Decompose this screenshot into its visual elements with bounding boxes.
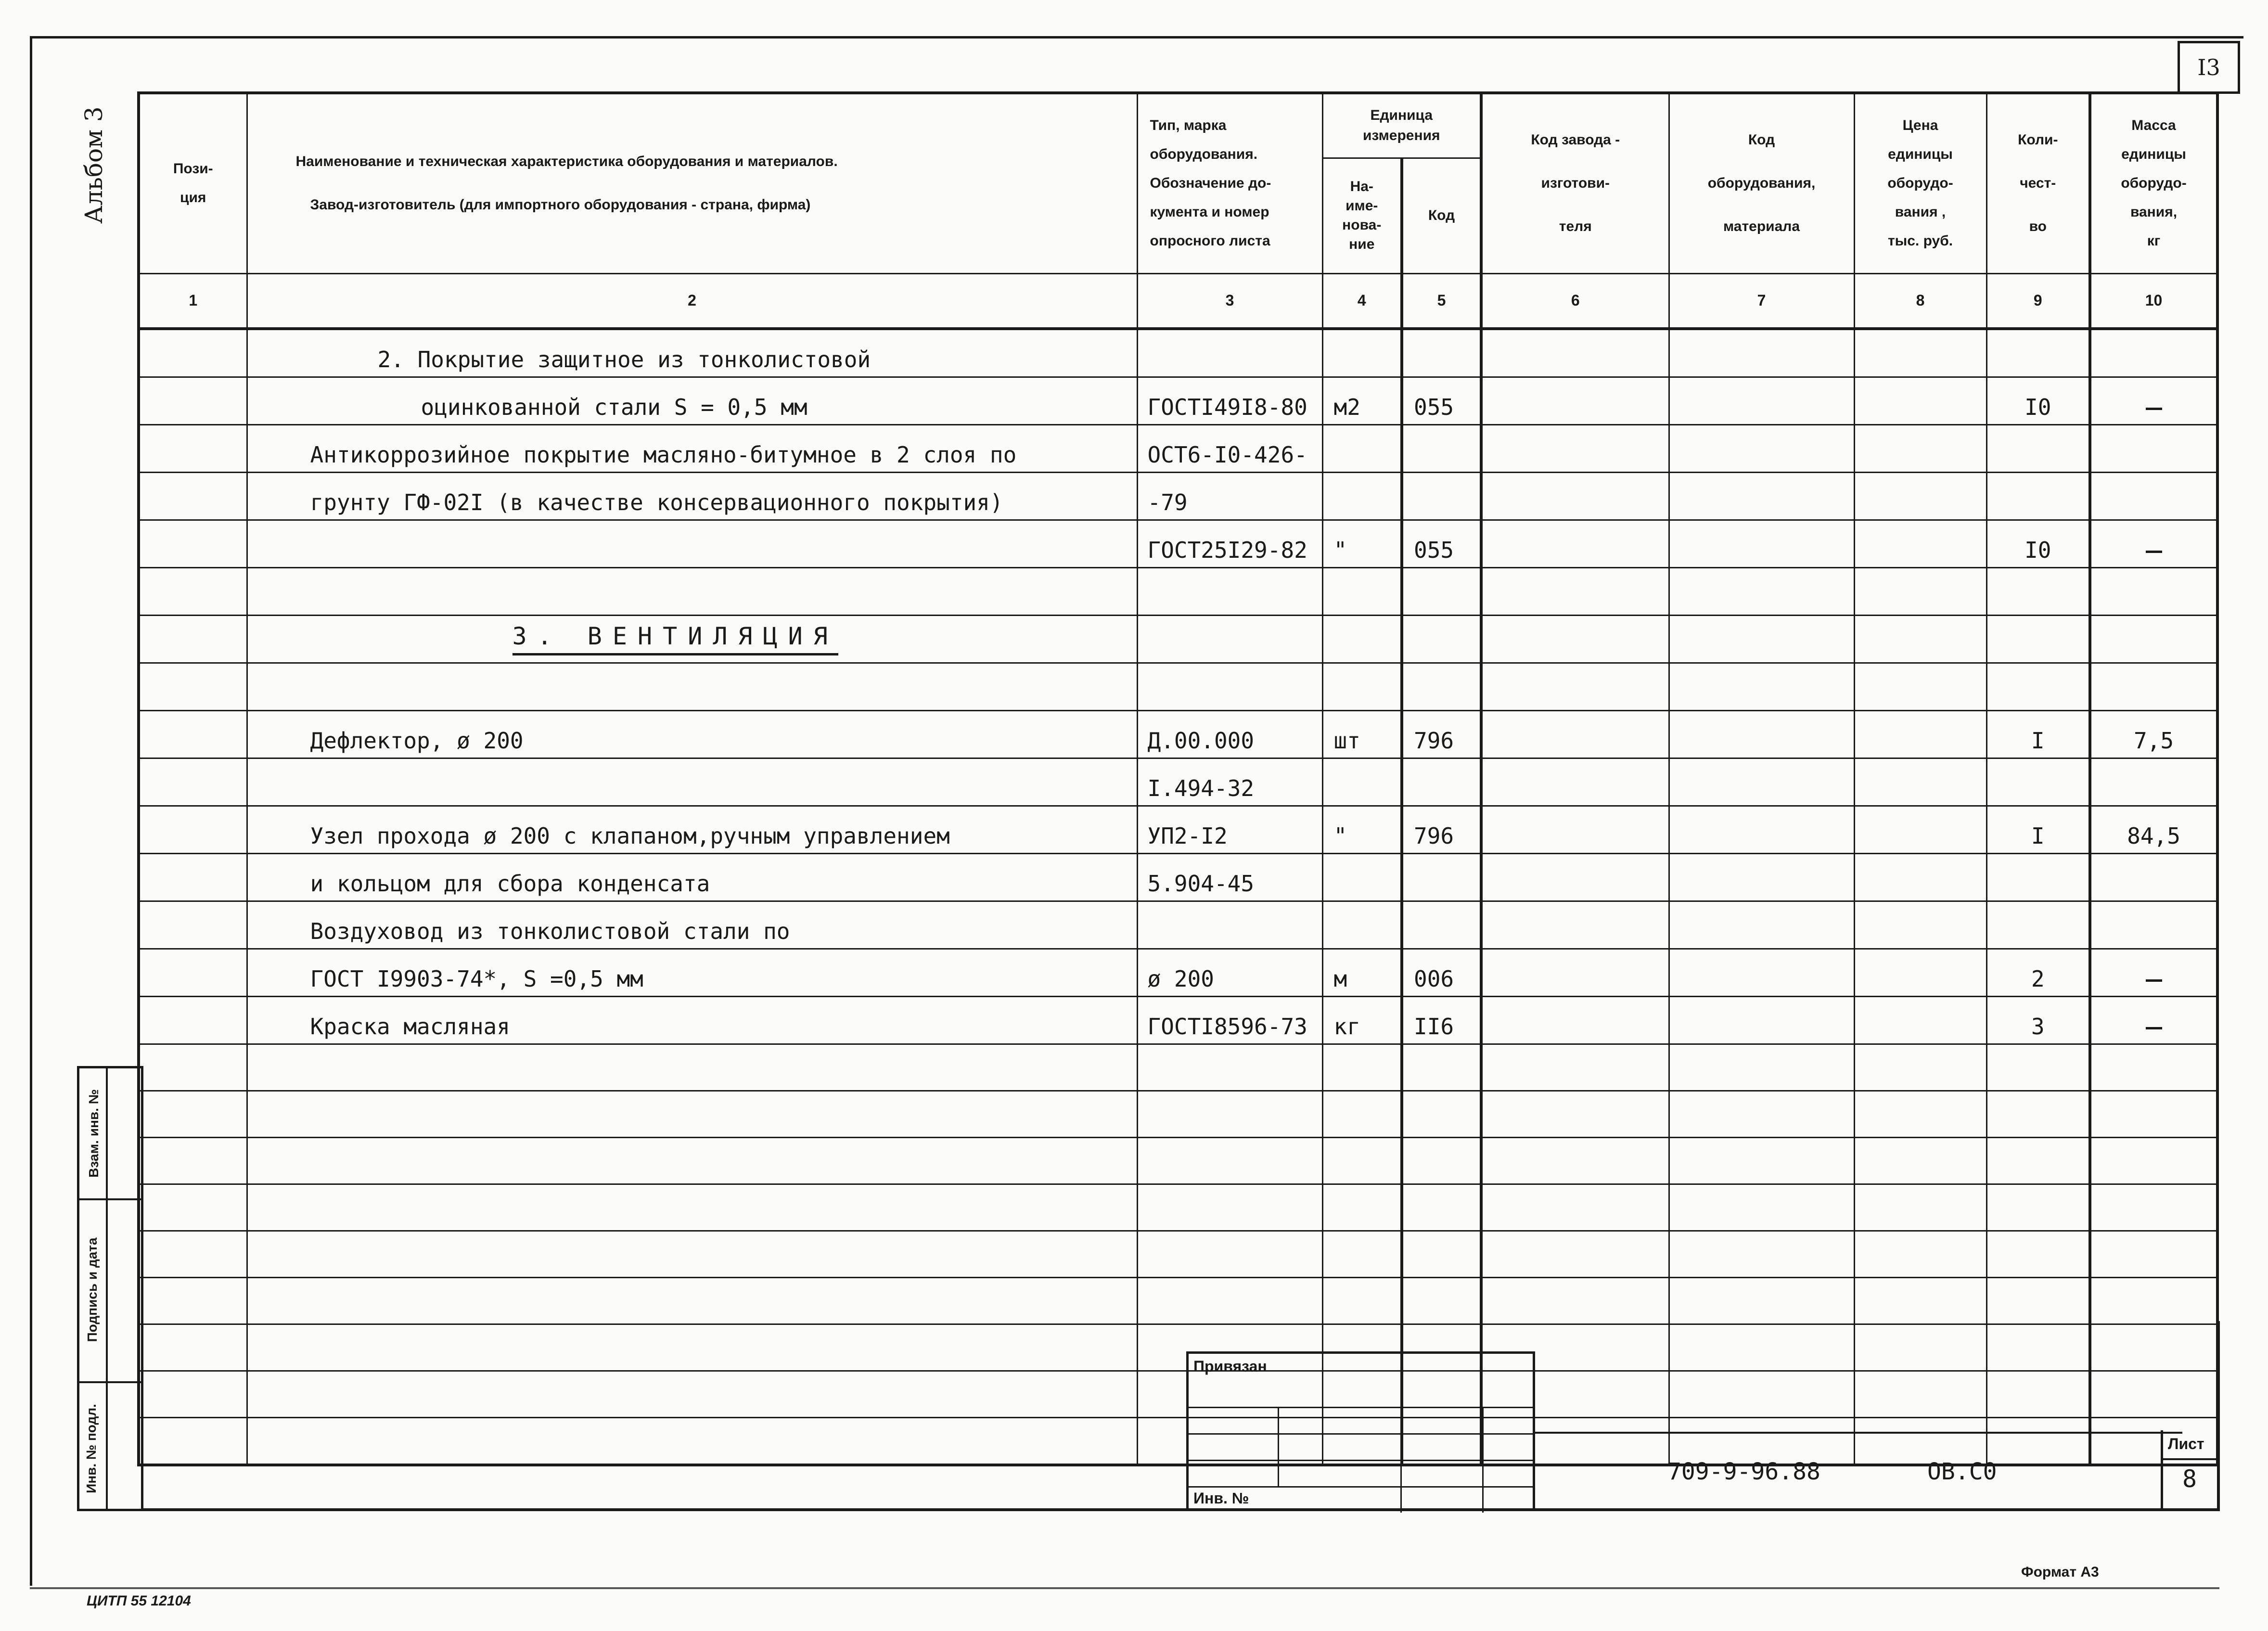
cell-position xyxy=(139,472,247,520)
cell-name xyxy=(247,663,1137,710)
dash-mark xyxy=(2146,1027,2162,1029)
cell-unit-code xyxy=(1402,1277,1481,1324)
cell-equipment-code xyxy=(1669,1137,1854,1184)
cell-mass xyxy=(2090,1137,2217,1184)
cell-price xyxy=(1854,424,1986,472)
cell-equipment-code xyxy=(1669,377,1854,424)
cell-unit-name xyxy=(1322,853,1402,901)
header-mass: Масса единицы оборудо- вания, кг xyxy=(2090,93,2217,273)
privyazan-v1 xyxy=(1278,1407,1279,1486)
cell-position xyxy=(139,520,247,567)
privyazan-h4 xyxy=(1189,1486,1533,1488)
sheet-box xyxy=(2161,1430,2220,1511)
cell-equipment-code xyxy=(1669,424,1854,472)
cell-unit-code xyxy=(1402,1091,1481,1137)
cell-equipment-code xyxy=(1669,758,1854,806)
cell-unit-name xyxy=(1322,1277,1402,1324)
cell-mass xyxy=(2090,424,2217,472)
table-row xyxy=(139,377,2217,424)
cell-quantity xyxy=(1986,329,2090,377)
spec-table xyxy=(137,91,2219,1466)
cell-unit-name xyxy=(1322,329,1402,377)
cell-unit-code xyxy=(1402,1184,1481,1231)
cell-unit-name xyxy=(1322,424,1402,472)
cell-type xyxy=(1137,1184,1322,1231)
cell-name: Краска масляная xyxy=(247,996,1137,1044)
privyazan-label: Привязан xyxy=(1193,1358,1267,1375)
cell-equipment-code xyxy=(1669,1184,1854,1231)
table-row xyxy=(139,996,2217,1044)
cell-position xyxy=(139,663,247,710)
cell-type xyxy=(1137,1044,1322,1091)
cell-unit-code xyxy=(1402,567,1481,615)
table-row xyxy=(139,901,2217,949)
cell-type xyxy=(1137,615,1322,663)
cell-type xyxy=(1137,567,1322,615)
cell-unit-name xyxy=(1322,1137,1402,1184)
cell-type xyxy=(1137,1137,1322,1184)
cell-unit-code xyxy=(1402,663,1481,710)
cell-quantity: 2 xyxy=(1986,949,2090,996)
cell-factory-code xyxy=(1481,806,1669,853)
col-num-5: 5 xyxy=(1402,273,1481,329)
side-inv-label: Инв. № подл. xyxy=(84,1404,99,1493)
cell-name: ГОСТ I9903-74*, S =0,5 мм xyxy=(247,949,1137,996)
cell-unit-name xyxy=(1322,472,1402,520)
table-row xyxy=(139,472,2217,520)
cell-quantity xyxy=(1986,663,2090,710)
album-label-wrap xyxy=(46,106,142,224)
cell-factory-code xyxy=(1481,949,1669,996)
section-code: ОВ.С0 xyxy=(1927,1458,1997,1485)
cell-unit-code: 006 xyxy=(1402,949,1481,996)
cell-unit-code xyxy=(1402,329,1481,377)
cell-factory-code xyxy=(1481,1277,1669,1324)
privyazan-h3 xyxy=(1189,1460,1533,1461)
cell-type: -79 xyxy=(1137,472,1322,520)
inv-no-label: Инв. № xyxy=(1193,1490,1249,1507)
header-price: Цена единицы оборудо- вания , тыс. руб. xyxy=(1854,93,1986,273)
cell-name: и кольцом для сбора конденсата xyxy=(247,853,1137,901)
cell-type xyxy=(1137,663,1322,710)
cell-unit-code: 055 xyxy=(1402,520,1481,567)
cell-type: ОСТ6-I0-426- xyxy=(1137,424,1322,472)
cell-unit-name xyxy=(1322,615,1402,663)
table-row-empty xyxy=(139,1044,2217,1091)
cell-price xyxy=(1854,663,1986,710)
cell-unit-name xyxy=(1322,1231,1402,1277)
cell-price xyxy=(1854,1277,1986,1324)
cell-mass xyxy=(2090,758,2217,806)
cell-factory-code xyxy=(1481,1137,1669,1184)
cell-equipment-code xyxy=(1669,567,1854,615)
footer-left-code: ЦИТП 55 12104 xyxy=(87,1593,191,1609)
header-unit-code: Код xyxy=(1402,158,1481,273)
cell-price xyxy=(1854,567,1986,615)
cell-name xyxy=(247,1091,1137,1137)
cell-quantity xyxy=(1986,472,2090,520)
cell-price xyxy=(1854,615,1986,663)
privyazan-h2 xyxy=(1189,1433,1533,1435)
cell-type: ГОСТI49I8-80 xyxy=(1137,377,1322,424)
table-row xyxy=(139,663,2217,710)
privyazan-v3 xyxy=(1482,1407,1484,1513)
cell-position xyxy=(139,758,247,806)
cell-equipment-code xyxy=(1669,1231,1854,1277)
cell-mass xyxy=(2090,901,2217,949)
cell-quantity xyxy=(1986,758,2090,806)
footer-format: Формат А3 xyxy=(2021,1564,2099,1580)
cell-price xyxy=(1854,329,1986,377)
cell-quantity: 3 xyxy=(1986,996,2090,1044)
cell-type: I.494-32 xyxy=(1137,758,1322,806)
cell-name xyxy=(247,1184,1137,1231)
table-row xyxy=(139,567,2217,615)
table-row xyxy=(139,520,2217,567)
cell-unit-code xyxy=(1402,1137,1481,1184)
dash-mark xyxy=(2146,979,2162,982)
cell-mass: 84,5 xyxy=(2090,806,2217,853)
cell-unit-code xyxy=(1402,1231,1481,1277)
cell-factory-code xyxy=(1481,1231,1669,1277)
table-row-empty xyxy=(139,1137,2217,1184)
cell-type: ГОСТ25I29-82 xyxy=(1137,520,1322,567)
dash-mark xyxy=(2146,551,2162,553)
cell-unit-name: м2 xyxy=(1322,377,1402,424)
cell-unit-code: 796 xyxy=(1402,710,1481,758)
col-num-8: 8 xyxy=(1854,273,1986,329)
cell-equipment-code xyxy=(1669,710,1854,758)
table-row-empty xyxy=(139,1231,2217,1277)
cell-type xyxy=(1137,1277,1322,1324)
table-row xyxy=(139,853,2217,901)
cell-price xyxy=(1854,901,1986,949)
cell-mass xyxy=(2090,949,2217,996)
cell-unit-code xyxy=(1402,424,1481,472)
cell-name: грунту ГФ-02I (в качестве консервационного покрытия) xyxy=(247,472,1137,520)
cell-name xyxy=(247,1231,1137,1277)
cell-factory-code xyxy=(1481,758,1669,806)
side-podpis-label: Подпись и дата xyxy=(85,1237,100,1342)
table-row xyxy=(139,758,2217,806)
table-row xyxy=(139,615,2217,663)
cell-position xyxy=(139,996,247,1044)
cell-unit-code xyxy=(1402,472,1481,520)
cell-position xyxy=(139,615,247,663)
cell-factory-code xyxy=(1481,520,1669,567)
cell-position xyxy=(139,901,247,949)
cell-price xyxy=(1854,1137,1986,1184)
cell-factory-code xyxy=(1481,710,1669,758)
header-unit-name: На- име- нова- ние xyxy=(1322,158,1402,273)
sheet-number: 8 xyxy=(2182,1465,2197,1493)
outer-frame-top xyxy=(30,36,2243,39)
title-block-top-line xyxy=(1535,1432,2182,1434)
cell-position xyxy=(139,377,247,424)
cell-unit-name xyxy=(1322,663,1402,710)
cell-equipment-code xyxy=(1669,949,1854,996)
title-area-frame xyxy=(142,1321,2220,1511)
section-title-cell xyxy=(247,615,1137,663)
cell-mass xyxy=(2090,1184,2217,1231)
cell-unit-name xyxy=(1322,567,1402,615)
table-row xyxy=(139,710,2217,758)
cell-factory-code xyxy=(1481,472,1669,520)
cell-name: Дефлектор, ø 200 xyxy=(247,710,1137,758)
cell-mass xyxy=(2090,520,2217,567)
cell-name: Воздуховод из тонколистовой стали по xyxy=(247,901,1137,949)
cell-unit-code xyxy=(1402,615,1481,663)
cell-type xyxy=(1137,1231,1322,1277)
cell-quantity xyxy=(1986,615,2090,663)
cell-position xyxy=(139,853,247,901)
cell-price xyxy=(1854,853,1986,901)
cell-position xyxy=(139,1231,247,1277)
cell-equipment-code xyxy=(1669,1044,1854,1091)
cell-quantity: I0 xyxy=(1986,520,2090,567)
cell-quantity xyxy=(1986,567,2090,615)
cell-unit-name: " xyxy=(1322,520,1402,567)
cell-factory-code xyxy=(1481,1184,1669,1231)
cell-price xyxy=(1854,520,1986,567)
table-row xyxy=(139,806,2217,853)
cell-factory-code xyxy=(1481,901,1669,949)
cell-position xyxy=(139,424,247,472)
cell-type: Д.00.000 xyxy=(1137,710,1322,758)
privyazan-h1 xyxy=(1189,1407,1533,1408)
cell-name: Антикоррозийное покрытие масляно-битумное в 2 слоя по xyxy=(247,424,1137,472)
cell-position xyxy=(139,329,247,377)
cell-price xyxy=(1854,806,1986,853)
cell-quantity xyxy=(1986,901,2090,949)
col-num-4: 4 xyxy=(1322,273,1402,329)
cell-unit-name: м xyxy=(1322,949,1402,996)
cell-mass xyxy=(2090,1231,2217,1277)
cell-unit-code xyxy=(1402,758,1481,806)
col-num-9: 9 xyxy=(1986,273,2090,329)
cell-equipment-code xyxy=(1669,1277,1854,1324)
section-title: 3. ВЕНТИЛЯЦИЯ xyxy=(513,622,838,655)
cell-price xyxy=(1854,949,1986,996)
cell-mass xyxy=(2090,1091,2217,1137)
sheet-label: Лист xyxy=(2168,1435,2204,1452)
cell-unit-code xyxy=(1402,853,1481,901)
cell-factory-code xyxy=(1481,424,1669,472)
cell-unit-name xyxy=(1322,1184,1402,1231)
header-type: Тип, марка оборудования. Обозначение до- кумента и номер опросного листа xyxy=(1137,93,1322,273)
table-row-empty xyxy=(139,1277,2217,1324)
cell-unit-name xyxy=(1322,1044,1402,1091)
cell-quantity xyxy=(1986,1231,2090,1277)
cell-mass: 7,5 xyxy=(2090,710,2217,758)
cell-unit-code: 055 xyxy=(1402,377,1481,424)
cell-position xyxy=(139,806,247,853)
col-num-2: 2 xyxy=(247,273,1137,329)
side-podpis-wrap xyxy=(1,1237,184,1342)
cell-price xyxy=(1854,377,1986,424)
cell-mass xyxy=(2090,329,2217,377)
cell-type xyxy=(1137,329,1322,377)
cell-equipment-code xyxy=(1669,806,1854,853)
cell-unit-name xyxy=(1322,1091,1402,1137)
cell-name: Узел прохода ø 200 с клапаном,ручным управлением xyxy=(247,806,1137,853)
album-label: Альбом 3 xyxy=(80,106,108,224)
side-inv-wrap xyxy=(26,1404,156,1493)
cell-quantity: I xyxy=(1986,710,2090,758)
cell-factory-code xyxy=(1481,567,1669,615)
cell-mass xyxy=(2090,853,2217,901)
cell-type xyxy=(1137,1091,1322,1137)
cell-price xyxy=(1854,758,1986,806)
header-equipment-code: Код оборудования, материала xyxy=(1669,93,1854,273)
table-row-empty xyxy=(139,1184,2217,1231)
col-num-3: 3 xyxy=(1137,273,1322,329)
cell-equipment-code xyxy=(1669,901,1854,949)
cell-price xyxy=(1854,710,1986,758)
cell-factory-code xyxy=(1481,615,1669,663)
cell-mass xyxy=(2090,663,2217,710)
cell-unit-code xyxy=(1402,1044,1481,1091)
table-row xyxy=(139,424,2217,472)
cell-price xyxy=(1854,1044,1986,1091)
privyazan-v2 xyxy=(1400,1407,1402,1513)
cell-equipment-code xyxy=(1669,329,1854,377)
cell-type: 5.904-45 xyxy=(1137,853,1322,901)
col-num-10: 10 xyxy=(2090,273,2217,329)
cell-name: 2. Покрытие защитное из тонколистовой xyxy=(247,329,1137,377)
cell-quantity xyxy=(1986,853,2090,901)
cell-equipment-code xyxy=(1669,1091,1854,1137)
cell-price xyxy=(1854,996,1986,1044)
cell-factory-code xyxy=(1481,996,1669,1044)
cell-factory-code xyxy=(1481,1044,1669,1091)
cell-factory-code xyxy=(1481,663,1669,710)
cell-mass xyxy=(2090,377,2217,424)
cell-name xyxy=(247,1044,1137,1091)
cell-mass xyxy=(2090,1277,2217,1324)
cell-unit-name xyxy=(1322,901,1402,949)
cell-name xyxy=(247,567,1137,615)
cell-name xyxy=(247,1277,1137,1324)
cell-equipment-code xyxy=(1669,615,1854,663)
side-vzam-label: Взам. инв. № xyxy=(86,1089,101,1178)
column-number-row xyxy=(139,273,2217,329)
cell-type: УП2-I2 xyxy=(1137,806,1322,853)
cell-price xyxy=(1854,1091,1986,1137)
corner-sheet-number xyxy=(2178,41,2240,94)
cell-name: оцинкованной стали S = 0,5 мм xyxy=(247,377,1137,424)
cell-name xyxy=(247,1137,1137,1184)
header-unit: Единица измерения xyxy=(1322,93,1481,158)
header-factory-code: Код завода - изготови- теля xyxy=(1481,93,1669,273)
doc-code: 709-9-96.88 xyxy=(1667,1458,1820,1485)
cell-unit-code: 796 xyxy=(1402,806,1481,853)
cell-price xyxy=(1854,1184,1986,1231)
side-stamp xyxy=(77,1066,143,1511)
cell-factory-code xyxy=(1481,329,1669,377)
cell-quantity: I xyxy=(1986,806,2090,853)
cell-quantity xyxy=(1986,1044,2090,1091)
header-row-1 xyxy=(139,93,2217,158)
cell-type: ø 200 xyxy=(1137,949,1322,996)
side-vzam-wrap xyxy=(29,1089,159,1178)
cell-position xyxy=(139,710,247,758)
privyazan-stamp xyxy=(1186,1351,1535,1511)
cell-factory-code xyxy=(1481,1091,1669,1137)
outer-frame-left xyxy=(30,36,32,1586)
cell-price xyxy=(1854,472,1986,520)
cell-unit-name xyxy=(1322,758,1402,806)
sheet-divider xyxy=(2163,1458,2220,1460)
outer-frame-bottom xyxy=(30,1587,2219,1589)
dash-mark xyxy=(2146,408,2162,410)
cell-mass xyxy=(2090,1044,2217,1091)
cell-unit-code: II6 xyxy=(1402,996,1481,1044)
cell-quantity xyxy=(1986,1184,2090,1231)
cell-name xyxy=(247,520,1137,567)
cell-unit-name: " xyxy=(1322,806,1402,853)
side-stamp-div-2 xyxy=(79,1381,142,1383)
cell-position xyxy=(139,1044,247,1091)
cell-quantity xyxy=(1986,1091,2090,1137)
corner-number-text: I3 xyxy=(2197,54,2220,80)
cell-equipment-code xyxy=(1669,472,1854,520)
header-position: Пози- ция xyxy=(139,93,247,273)
table-row xyxy=(139,949,2217,996)
col-num-6: 6 xyxy=(1481,273,1669,329)
cell-unit-name: кг xyxy=(1322,996,1402,1044)
cell-equipment-code xyxy=(1669,663,1854,710)
cell-unit-code xyxy=(1402,901,1481,949)
cell-price xyxy=(1854,1231,1986,1277)
cell-factory-code xyxy=(1481,377,1669,424)
cell-position xyxy=(139,567,247,615)
cell-equipment-code xyxy=(1669,996,1854,1044)
cell-quantity xyxy=(1986,1137,2090,1184)
cell-quantity xyxy=(1986,424,2090,472)
table-row xyxy=(139,329,2217,377)
cell-mass xyxy=(2090,615,2217,663)
header-quantity: Коли- чест- во xyxy=(1986,93,2090,273)
cell-equipment-code xyxy=(1669,520,1854,567)
cell-quantity xyxy=(1986,1277,2090,1324)
cell-mass xyxy=(2090,472,2217,520)
col-num-7: 7 xyxy=(1669,273,1854,329)
cell-position xyxy=(139,1184,247,1231)
cell-unit-name: шт xyxy=(1322,710,1402,758)
cell-equipment-code xyxy=(1669,853,1854,901)
cell-factory-code xyxy=(1481,853,1669,901)
col-num-1: 1 xyxy=(139,273,247,329)
header-name: Наименование и техническая характеристика оборудования и материалов. Завод-изготовитель (для импортного оборудования - страна, фирма) xyxy=(247,93,1137,273)
cell-position xyxy=(139,949,247,996)
cell-type: ГОСТI8596-73 xyxy=(1137,996,1322,1044)
cell-type xyxy=(1137,901,1322,949)
cell-mass xyxy=(2090,996,2217,1044)
cell-mass xyxy=(2090,567,2217,615)
data-rows xyxy=(139,329,2217,1465)
cell-quantity: I0 xyxy=(1986,377,2090,424)
cell-name xyxy=(247,758,1137,806)
table-row-empty xyxy=(139,1091,2217,1137)
